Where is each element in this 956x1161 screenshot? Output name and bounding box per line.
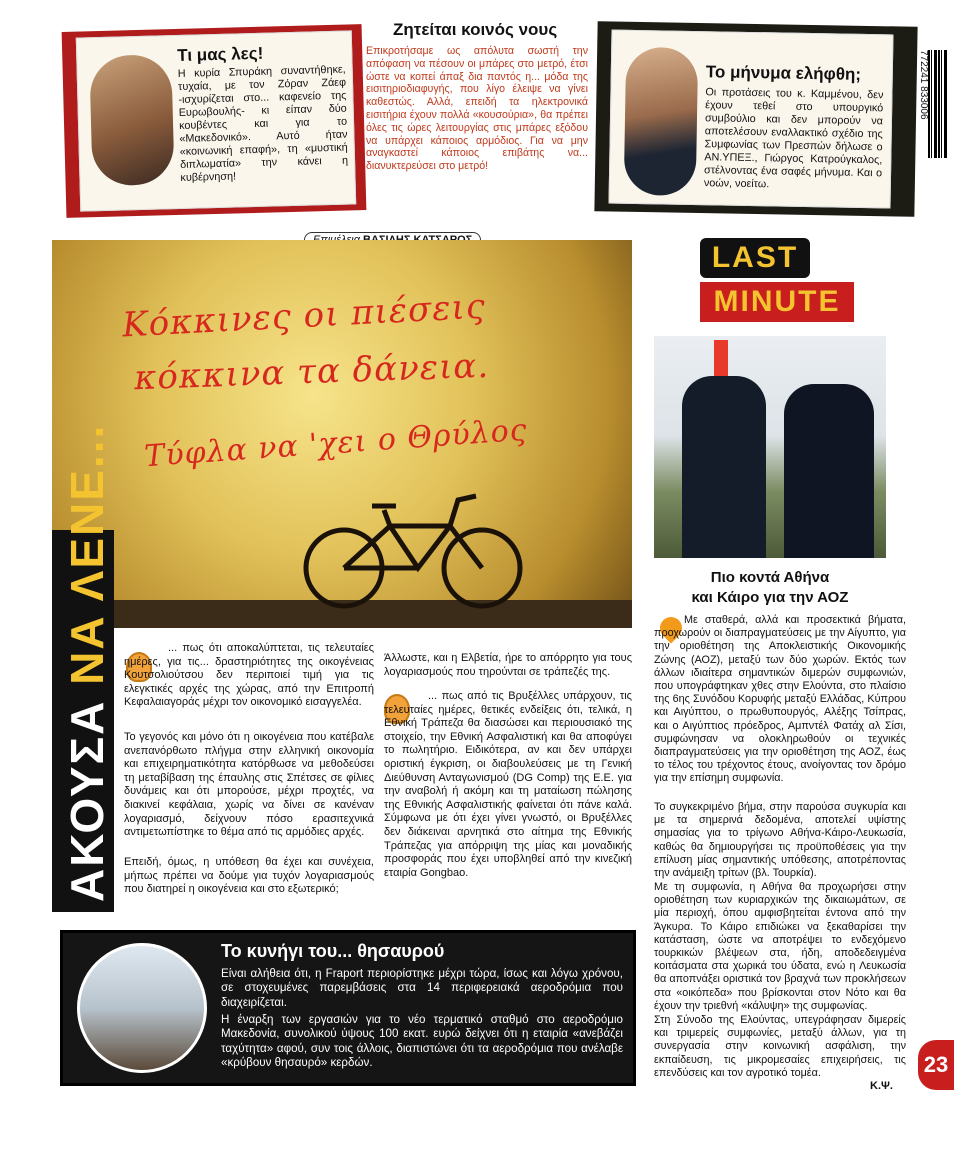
treasure-paragraph-2: Η έναρξη των εργασιών για το νέο τερματικό σταθμό στο αεροδρόμιο Μακεδονία, συνολικού ύψους 100 εκατ. ευρώ δείχνει ότι η εταιρία «ανεβάζει ταχύτητα» αφού, συν τοις άλλοις, διαπιστώνει ότι τα αεροδρόμια που ανέλαβε «κρύβουν θησαυρό» κερδών. [221, 1013, 623, 1070]
side-banner [52, 423, 114, 912]
col1-paragraph-2: Το γεγονός και μόνο ότι η οικογένεια που κατέβαλε ανεπανόρθωτο πλήγμα στην ελληνική οικονομία και επιχειρηματικότητα κατόρθωσε να μεθοδεύσει τη μεταβίβαση της έπαυλης στις Σπέτσες σε φίλιες δυνάμεις και ότι μπορούσε, μέχρι προχτές, να διακινεί κεφάλαια, χωρίς να δίνει σε κανέναν λογαριασμό, δείχνουν πόσο ερασιτεχνικά αντιμετωπίστηκε το θέμα από τις αρμόδιες αρχές. [124, 731, 374, 839]
col2-paragraph-1: Άλλωστε, και η Ελβετία, ήρε το απόρρητο για τους λογαριασμούς που τηρούνται σε τράπεζές της. [384, 652, 632, 678]
last-minute-word-2: MINUTE [700, 282, 854, 322]
graffiti-line-2: κόκκινα τα δάνεια. [133, 345, 490, 399]
last-minute-headline [654, 568, 886, 608]
col1-lead: ... πως ότι αποκαλύπτεται, τις τελευταίες ημέρες, για τις... δραστηριότητες της οικογένειας Κουτσολιούτσου δεν περιποιεί τιμή για τις ελεγκτικές αρχές της χώρας, από την Επιτροπή Κεφαλαιαγοράς μέχρι τον οικονομικό εισαγγελέα. [124, 642, 374, 709]
treasure-paragraph-1: Είναι αλήθεια ότι, η Fraport περιορίστηκε μέχρι τώρα, ίσως και λόγω χρόνου, σε στοχευμένες παρεμβάσεις στα 14 περιφερειακά αεροδρόμια που διαχειρίζεται. [221, 967, 623, 1009]
person-left [682, 376, 766, 558]
treasure-box [60, 930, 636, 1086]
top-middle-text: Επικροτήσαμε ως απόλυτα σωστή την απόφαση να πέσουν οι μπάρες στο μετρό, έτσι ώστε να κοπεί άπαξ δια παντός η... μόδα της εισιτηριοδιαφυγής, που λίγο έλειψε να γίνει καθεστώς. Αλλά, επειδή τα ηλεκτρονικά εισιτήρια έχουν πολλά «κουσούρια», θα πρέπει όλες τις ώρες λειτουργίας στις μπάρες εξόδου να υπάρχει κάποιος αρμόδιος. Για να μην αναγκαστεί κάποιος επιβάτης να... διανυκτερεύσει στο μετρό! [366, 45, 588, 173]
last-minute-paragraph-1: Με σταθερά, αλλά και προσεκτικά βήματα, προχωρούν οι διαπραγματεύσεις με την Αίγυπτο, για την οριοθέτηση της Αποκλειστικής Οικονομικής Ζώνης (ΑΟΖ), μεταξύ των δύο χωρών. Εκτός των άλλων ιδιαίτερα σημαντικών διμερών συμφωνιών, που υπογράφτηκαν χθες στην Ελούντα, στο πλαίσιο της 6ης Συνόδου Κορυφής μεταξύ Ελλάδας, Κύπρου και Αιγύπτου, ο πρωθυπουργός, Αλέξης Τσίπρας, και ο Αιγύπτιος πρόεδρος, Αμπντέλ Φατάχ αλ Σίσι, συμφώνησαν να ολοκληρωθούν οι τεχνικές διαπραγματεύσεις για την οριοθέτηση της ΑΟΖ, έως το τέλος του τρέχοντος έτους, ανοίγοντας τον δρόμο για την επίσημη συμφωνία. [654, 614, 906, 785]
top-right-text: Οι προτάσεις του κ. Καμμένου, δεν έχουν τεθεί στο υπουργικό συμβούλιο και δεν μπορούν να αποτελέσουν εναλλακτικό σχέδιο της Συμφωνίας των Πρεσπών δήλωσε ο ΑΝ.ΥΠΕΞ., Γιώργος Κατρούγκαλος, στέλνοντας ένα σαφές μήνυμα. Και ο νοών, νοείτω. [703, 86, 884, 191]
last-minute-paragraph-3: Με τη συμφωνία, η Αθήνα θα προχωρήσει στην οριοθέτηση των κυριαρχικών της δικαιωμάτων, σε μία περιοχή, όπου αμφισβητείται έντονα από την Άγκυρα. Το Κάιρο επιδιώκει να ξεκαθαρίσει την κατάσταση, ώστε να αποτρέψει το ενδεχόμενο τουρκικών βλέψεων στα, ήδη, αποδεδειγμένα κοιτάσματα στα χωρικά του ύδατα, ενώ η Λευκωσία θα αποπνάξει οριστικά τον βραχνά των προκλήσεων στα «οικόπεδα» που βρίσκονται στον Νότο και θα έχουν την τριεθνή «κάλυψη» της συμφωνίας. [654, 881, 906, 1012]
page-number: 23 [918, 1040, 954, 1090]
treasure-title: Το κυνήγι του... θησαυρού [221, 941, 445, 961]
person-right [784, 384, 874, 558]
last-minute-paragraph-4: Στη Σύνοδο της Ελούντας, υπεγράφησαν διμερείς και τριμερείς συμφωνίες, μεταξύ άλλων, για τη συνεργασία στην κοινωνική ασφάλιση, την εκπαίδευση, τις μικρομεσαίες επιχειρήσεις, τις επενδύσεις και τον αγροτικό τομέα. [654, 1014, 906, 1079]
barcode [928, 50, 948, 158]
last-minute-paragraph-2: Το συγκεκριμένο βήμα, στην παρούσα συγκυρία και με τα σημερινά δεδομένα, αποτελεί υψίστης σημασίας για το τρίγωνο Αθήνα-Κάιρο-Λευκωσία, καθώς θα δημιουργήσει τις προϋποθέσεις για την επίλυση μίας σημαντικής υπόθεσης, αποτρέποντας την ανάμειξη τρίτων (βλ. Τουρκία). [654, 801, 906, 880]
graffiti-line-1: Κόκκινες οι πιέσεις [121, 286, 487, 346]
headline-line-1: Πιο κοντά Αθήνα [710, 569, 830, 586]
top-left-title: Τι μας λες! [177, 43, 264, 65]
last-minute-word-1: LAST [700, 238, 810, 278]
top-right-title: Το μήνυμα ελήφθη; [705, 62, 862, 84]
last-minute-signature: Κ.Ψ. [870, 1080, 893, 1092]
col1-paragraph-3: Επειδή, όμως, η υπόθεση θα έχει και συνέχεια, μήπως πρέπει να δούμε για τυχόν λογαριασμούς που διατηρεί η οικογένεια και στο εξωτερικό; [124, 856, 374, 896]
person-photo [89, 54, 174, 186]
side-banner-part-3: ΛΕΝΕ... [61, 423, 113, 602]
headline-line-2: και Κάιρο για την ΑΟΖ [691, 589, 849, 606]
top-left-text: Η κυρία Σπυράκη συναντήθηκε, τυχαία, με τον Ζόραν Ζάεφ -ισχυρίζεται στο... καφενείο της Ευρωβουλής- κι είπαν δύο κουβέντες και για το «Μακεδονικό». Αυτό ήταν «κοινωνική επαφή», τη «μυστική διπλωματία» την κάνει η κυβέρνηση! [177, 63, 349, 184]
leaders-photo [654, 336, 886, 558]
side-banner-part-1: ΑΚΟΥΣΑ [61, 699, 113, 902]
barcode-number: 772241 833006 [918, 50, 929, 120]
airport-photo [77, 943, 207, 1073]
top-middle-title: Ζητείται κοινός νους [393, 20, 558, 39]
graffiti-wall-image [52, 240, 632, 628]
top-right-card [609, 30, 894, 209]
top-left-card [76, 30, 356, 211]
graffiti-line-3: Τύφλα να 'χει ο Θρύλος [143, 412, 529, 475]
side-banner-text [60, 424, 114, 902]
bicycle-icon [300, 480, 530, 610]
person-photo [624, 47, 699, 196]
col2-lead: ... πως από τις Βρυξέλλες υπάρχουν, τις τελευταίες ημέρες, θετικές ενδείξεις ότι, τελικά, η Εθνική Τράπεζα θα διασώσει και περιουσιακό της στοιχείο, την Εθνική Ασφαλιστική και θα αποφύγει το πωλητήριο. Ειδικότερα, αν και δεν υπάρχει οριστική έγκριση, οι διαβουλεύσεις με τη Γενική Διεύθυνση Ανταγωνισμού (DG Comp) της Ε.Ε. για την αναβολή ή ακόμη και τη ματαίωση πώλησης της Εθνικής Ασφαλιστικής φαίνεται ότι πάνε καλά. Σύμφωνα με ότι έχει γίνει γνωστό, οι Βρυξέλλες δεν διάκειναι αρνητικά στο αίτημα της Εθνικής Τράπεζας για απόρριψη της μίας και μοναδικής προσφοράς που έχει υποβληθεί από την κινεζική εταιρία Gongbao. [384, 690, 632, 879]
side-banner-part-2: ΝΑ [61, 614, 113, 685]
